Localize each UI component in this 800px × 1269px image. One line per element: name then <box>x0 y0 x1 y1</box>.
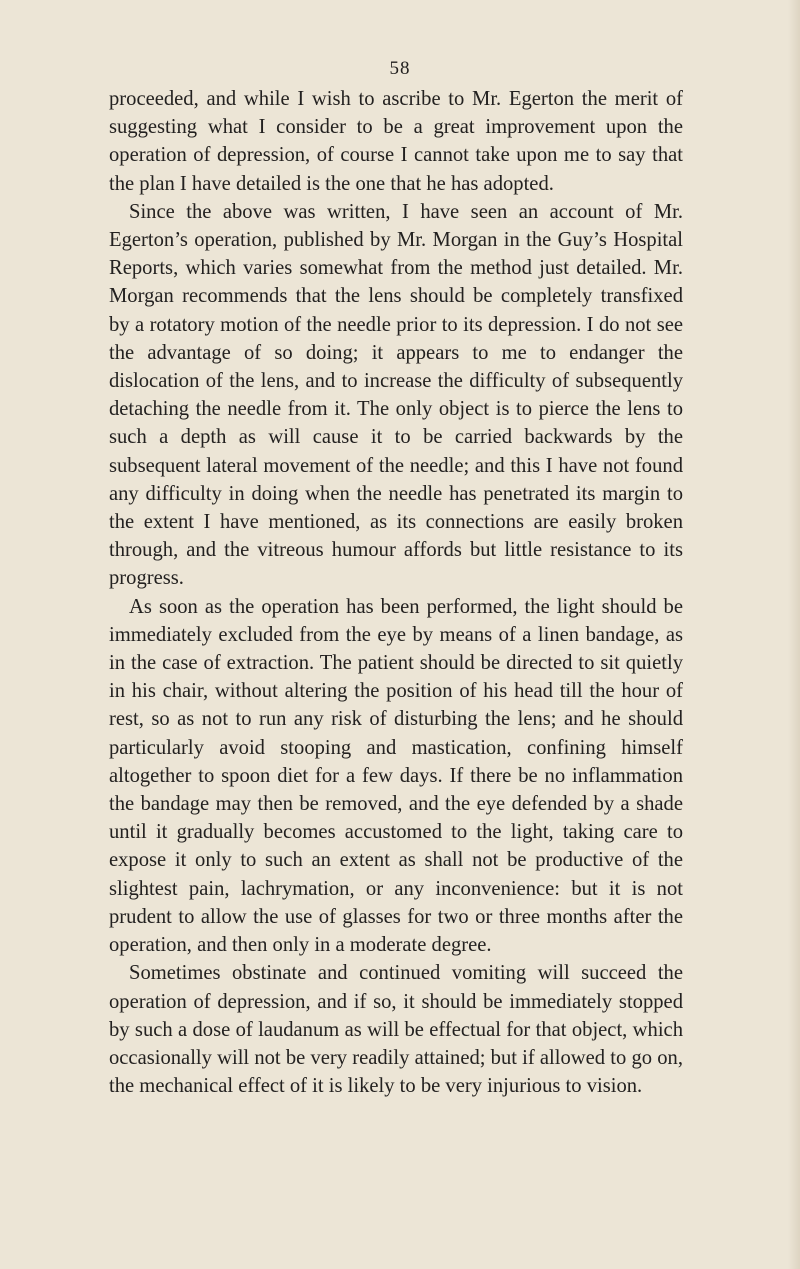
paragraph: proceeded, and while I wish to ascribe to Mr. Egerton the merit of suggesting what I consider to be a great improvement upon the operation of depression, of course I cannot take upon me to say that the plan I have detailed is the one that he has adopted. <box>109 88 683 195</box>
page-edge-shadow <box>788 0 800 1269</box>
paragraph: As soon as the operation has been performed, the light should be immediately excluded from the eye by means of a linen bandage, as in the case of extraction. The patient should be directed to sit quietly in his chair, without altering the position of his head till the hour of rest, so as not to run any risk of disturbing the lens; and he should particularly avoid stooping and mastication, confining himself altogether to spoon diet for a few days. If there be no inflammation the bandage may then be removed, and the eye defended by a shade until it gradually becomes accustomed to the light, taking care to expose it only to such an extent as shall not be productive of the slightest pain, lachrymation, or any inconvenience: but it is not prudent to allow the use of glasses for two or three months after the operation, and then only in a moderate degree. <box>109 595 683 957</box>
page-number: 58 <box>389 58 411 79</box>
paragraph: Sometimes obstinate and continued vomiting will succeed the operation of depression, and if so, it should be immediately stopped by such a dose of laudanum as will be effectual for that object, which occasionally will not be very readily attained; but if allowed to go on, the mechanical effect of it is likely to be very injurious to vision. <box>109 962 683 1098</box>
body-text <box>109 85 683 1100</box>
paragraph: Since the above was written, I have seen an account of Mr. Egerton’s operation, published by Mr. Morgan in the Guy’s Hospital Reports, which varies somewhat from the method just detailed. Mr. Morgan recommends that the lens should be completely transfixed by a rotatory motion of the needle prior to its depression. I do not see the advantage of so doing; it appears to me to endanger the dislocation of the lens, and to increase the difficulty of subsequently detaching the needle from it. The only object is to pierce the lens to such a depth as will cause it to be carried backwards by the subsequent lateral movement of the needle; and this I have not found any difficulty in doing when the needle has penetrated its margin to the extent I have mentioned, as its connections are easily broken through, and the vitreous humour affords but little resistance to its progress. <box>109 200 683 590</box>
